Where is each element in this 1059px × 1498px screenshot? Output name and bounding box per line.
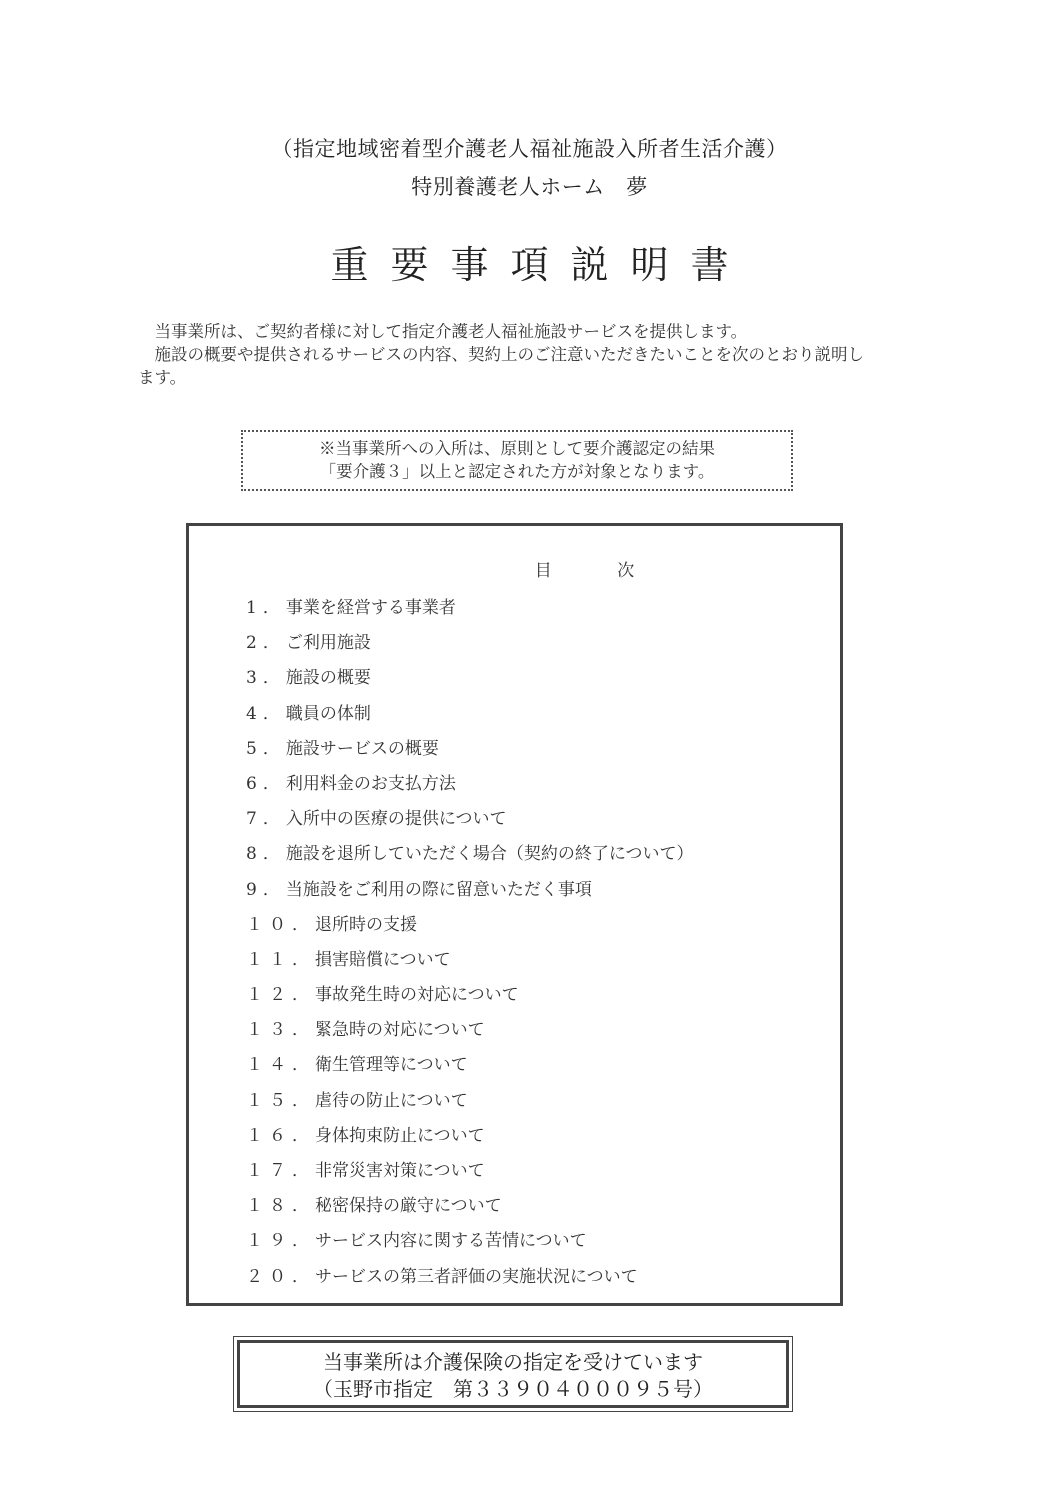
- toc-item-label: 当施設をご利用の際に留意いただく事項: [285, 879, 592, 900]
- toc-item-label: 事故発生時の対応について: [315, 985, 519, 1006]
- toc-item: [246, 978, 694, 1013]
- toc-item-label: サービスの第三者評価の実施状況について: [315, 1266, 638, 1287]
- toc-item-number: １０．: [246, 914, 315, 935]
- toc-item: [246, 732, 694, 767]
- toc-item: [246, 802, 694, 837]
- intro-line-1: 当事業所は、ご契約者様に対して指定介護老人福祉施設サービスを提供します。: [154, 322, 748, 341]
- toc-item-number: 2．: [246, 633, 286, 654]
- toc-item: [246, 591, 694, 626]
- license-line-1: 当事業所は介護保険の指定を受けています: [323, 1350, 703, 1374]
- toc-item-number: １２．: [246, 985, 315, 1006]
- toc-item-label: サービス内容に関する苦情について: [315, 1231, 587, 1252]
- toc-item-number: 7．: [246, 809, 286, 830]
- toc-item-label: 施設サービスの概要: [285, 738, 439, 759]
- toc-item: [246, 908, 694, 943]
- notice-line-2: 「要介護３」以上と認定された方が対象となります。: [319, 462, 715, 481]
- toc-item-label: 利用料金のお支払方法: [285, 773, 456, 794]
- toc-item-number: 5．: [246, 738, 286, 759]
- admission-notice-box: [241, 430, 793, 491]
- document-subtitle-service-type: （指定地域密着型介護老人福祉施設入所者生活介護）: [271, 137, 788, 161]
- intro-line-2: 施設の概要や提供されるサービスの内容、契約上のご注意いただきたいことを次のとおり説明します。: [138, 345, 864, 387]
- toc-item-number: １１．: [246, 949, 315, 970]
- toc-item: [246, 1154, 694, 1189]
- toc-item-label: 事業を経営する事業者: [285, 598, 456, 618]
- toc-item-number: １８．: [246, 1196, 315, 1217]
- toc-item: [246, 1013, 694, 1048]
- toc-item-label: 非常災害対策について: [315, 1161, 485, 1181]
- toc-item-number: １９．: [246, 1231, 315, 1252]
- license-inner-frame: [237, 1340, 789, 1408]
- notice-line-1: ※当事業所への入所は、原則として要介護認定の結果: [319, 439, 715, 458]
- toc-item: [246, 661, 694, 696]
- toc-item-label: 衛生管理等について: [315, 1055, 468, 1076]
- facility-name: 特別養護老人ホーム 夢: [411, 175, 648, 199]
- toc-item-number: １７．: [246, 1161, 315, 1181]
- toc-item: [246, 943, 694, 978]
- toc-item-number: 1．: [246, 598, 286, 618]
- toc-item: [246, 1260, 694, 1295]
- toc-item-number: １６．: [246, 1125, 315, 1146]
- toc-item-label: ご利用施設: [285, 633, 371, 654]
- toc-item-label: 入所中の医療の提供について: [285, 809, 507, 830]
- toc-item: [246, 767, 694, 802]
- toc-item-number: １３．: [246, 1020, 315, 1041]
- toc-item-label: 虐待の防止について: [315, 1090, 468, 1111]
- intro-paragraph: [138, 320, 878, 389]
- toc-item-label: 秘密保持の厳守について: [315, 1196, 502, 1217]
- toc-item-label: 損害賠償について: [315, 949, 451, 970]
- toc-item-number: 3．: [246, 668, 286, 689]
- toc-title: 目 次: [534, 561, 635, 581]
- toc-item: [246, 626, 694, 661]
- toc-item-number: １５．: [246, 1090, 315, 1111]
- toc-item: [246, 1119, 694, 1154]
- toc-item-label: 職員の体制: [285, 703, 371, 724]
- license-line-2: （玉野市指定 第３３９０４０００９５号）: [313, 1377, 713, 1401]
- toc-item-number: ２０．: [246, 1266, 315, 1287]
- toc-item: [246, 837, 694, 872]
- toc-item-number: 4．: [246, 703, 286, 724]
- toc-item: [246, 697, 694, 732]
- table-of-contents: [186, 523, 843, 1306]
- document-title: 重要事項説明書: [330, 243, 751, 287]
- toc-item-number: １４．: [246, 1055, 315, 1076]
- toc-item-label: 身体拘束防止について: [315, 1125, 485, 1146]
- license-box: [233, 1336, 793, 1412]
- toc-item-label: 緊急時の対応について: [315, 1020, 485, 1041]
- toc-item-label: 施設を退所していただく場合（契約の終了について）: [285, 844, 694, 865]
- toc-item: [246, 873, 694, 908]
- toc-list: [246, 591, 694, 1295]
- toc-item: [246, 1084, 694, 1119]
- toc-item-number: 9．: [246, 879, 286, 900]
- toc-item-number: 8．: [246, 844, 286, 865]
- toc-item: [246, 1224, 694, 1259]
- toc-item-label: 退所時の支援: [315, 914, 417, 935]
- toc-item-number: 6．: [246, 773, 286, 794]
- toc-item: [246, 1048, 694, 1083]
- toc-item: [246, 1189, 694, 1224]
- toc-item-label: 施設の概要: [285, 668, 371, 689]
